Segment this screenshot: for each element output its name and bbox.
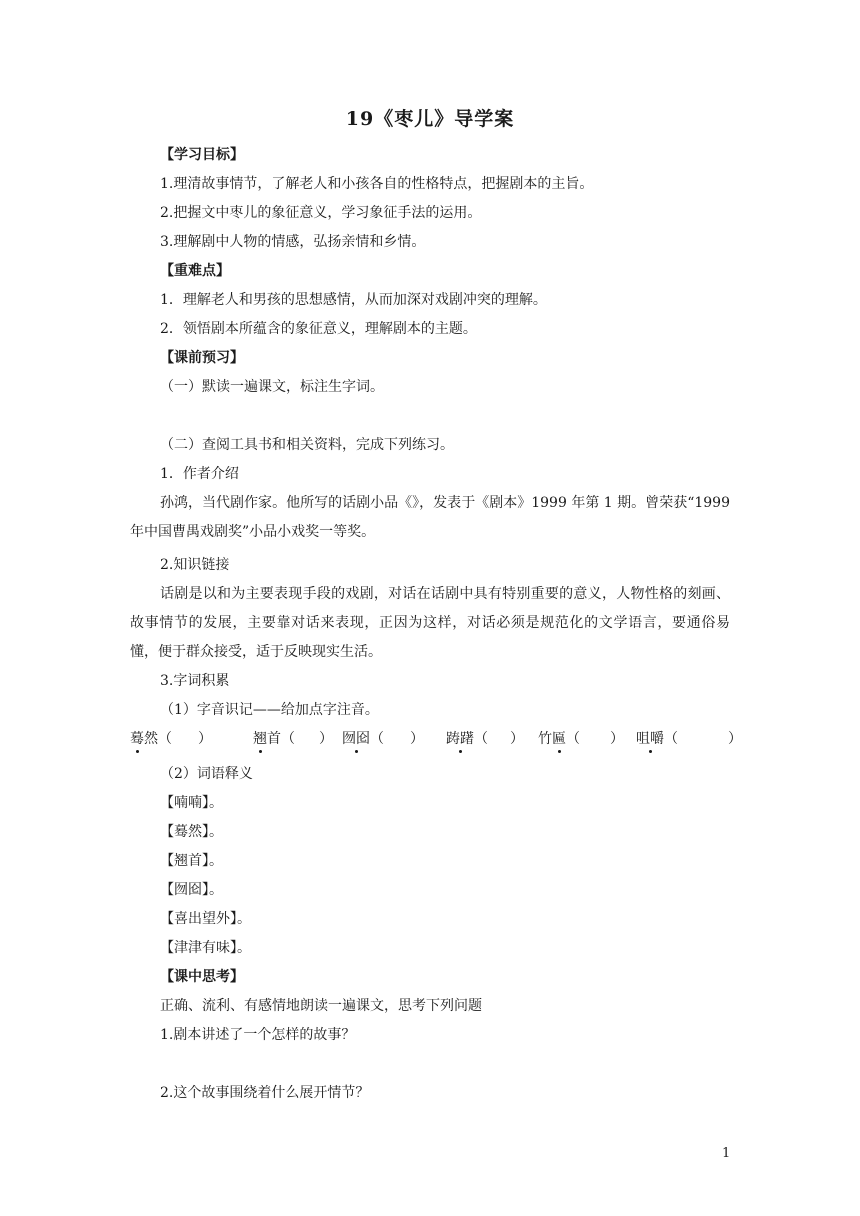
meaning-item: 【津津有味】。 <box>160 940 251 956</box>
pinyin-item: 竹匾（ ） <box>538 731 624 747</box>
key-points-heading: 【重难点】 <box>160 263 230 279</box>
dotted-char: 蓦 <box>130 731 144 747</box>
question-2: 2.这个故事围绕着什么展开情节？ <box>160 1085 370 1101</box>
pinyin-item: 踌躇（ ） <box>446 731 524 747</box>
pinyin-item: 囫囵（ ） <box>342 731 424 747</box>
goal-item-3: 3.理解剧中人物的情感，弘扬亲情和乡情。 <box>160 234 426 250</box>
meaning-item: 【喜出望外】。 <box>160 911 251 927</box>
author-heading: 1．作者介绍 <box>160 466 239 482</box>
page-title: 19《枣儿》导学案 <box>345 108 515 130</box>
question-1: 1.剧本讲述了一个怎样的故事？ <box>160 1027 356 1043</box>
meaning-item: 【喃喃】。 <box>160 795 223 811</box>
author-text: 孙鸿，当代剧作家。他所写的话剧小品《》，发表于《剧本》1999 年第 1 期。曾荣获“1999 年中国曹禺戏剧奖”小品小戏奖一等奖。 <box>130 495 730 540</box>
key-point-1: 1．理解老人和男孩的思想感情，从而加深对戏剧冲突的理解。 <box>160 292 547 308</box>
preview-part-1: （一）默读一遍课文，标注生字词。 <box>160 379 384 395</box>
key-point-2: 2．领悟剧本所蕴含的象征意义，理解剧本的主题。 <box>160 321 477 337</box>
goals-heading: 【学习目标】 <box>160 147 244 163</box>
knowledge-heading: 2.知识链接 <box>160 557 230 573</box>
pinyin-item: 翘首（ ） <box>253 731 333 747</box>
page-number: 1 <box>722 1146 731 1161</box>
goal-item-1: 1.理清故事情节，了解老人和小孩各自的性格特点，把握剧本的主旨。 <box>160 176 594 192</box>
knowledge-text: 话剧是以和为主要表现手段的戏剧，对话在话剧中具有特别重要的意义，人物性格的刻画、故事情节的发展，主要靠对话来表现，正因为这样，对话必须是规范化的文学语言，要通俗易懂，便于群众接受，适于反映现实生活。 <box>130 586 730 660</box>
thinking-heading: 【课中思考】 <box>160 969 244 985</box>
goal-item-2: 2.把握文中枣儿的象征意义，学习象征手法的运用。 <box>160 205 482 221</box>
thinking-intro: 正确、流利、有感情地朗读一遍课文，思考下列问题 <box>160 998 482 1014</box>
meaning-item: 【蓦然】。 <box>160 824 223 840</box>
preview-part-2: （二）查阅工具书和相关资料，完成下列练习。 <box>160 437 454 453</box>
pinyin-heading: （1）字音识记——给加点字注音。 <box>160 702 379 718</box>
pinyin-item: 咀嚼（ ） <box>636 731 742 747</box>
pinyin-item: 蓦然（ ） <box>130 731 212 747</box>
dotted-char: 踌躇 <box>446 731 474 747</box>
pinyin-row <box>130 729 742 753</box>
dotted-char: 匾 <box>552 731 566 747</box>
preview-heading: 【课前预习】 <box>160 350 244 366</box>
dotted-char: 咀嚼 <box>636 731 664 747</box>
dotted-char: 囫囵 <box>342 731 370 747</box>
words-heading: 3.字词积累 <box>160 673 230 689</box>
meaning-heading: （2）词语释义 <box>160 766 253 782</box>
meaning-item: 【翘首】。 <box>160 853 223 869</box>
meaning-item: 【囫囵】。 <box>160 882 223 898</box>
dotted-char: 翘 <box>253 731 267 747</box>
